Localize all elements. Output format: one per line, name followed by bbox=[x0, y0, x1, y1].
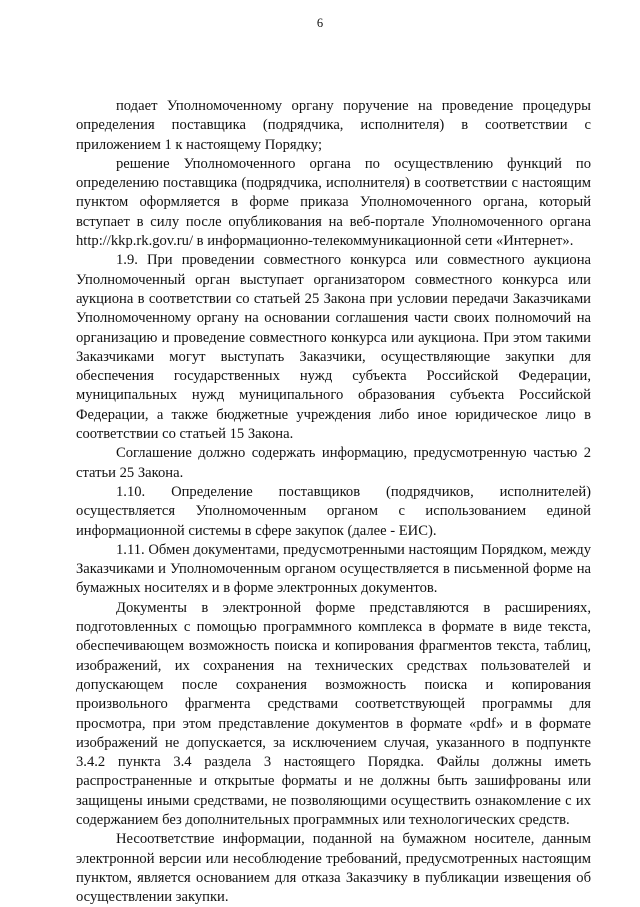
paragraph-decision: решение Уполномоченного органа по осуществлению функций по определению поставщика (подрядчика, исполнителя) в соответствии с настоящим пунктом оформляется в форме приказа Уполномоченного органа, который вступает в силу после опубликования на веб-портале Уполномоченного органа http://kkp.rk.gov.ru/ в информационно-телекоммуникационной сети «Интернет». bbox=[76, 155, 591, 250]
page-number: 6 bbox=[316, 16, 324, 30]
paragraph-nonconformity: Несоответствие информации, поданной на бумажном носителе, данным электронной версии или несоблюдение требований, предусмотренных настоящим пунктом, является основанием для отказа Заказчику в публикации извещения об осуществлении закупки. bbox=[76, 831, 591, 906]
paragraph-continuation: подает Уполномоченному органу поручение на проведение процедуры определения поставщика (подрядчика, исполнителя) в соответствии с приложением 1 к настоящему Порядку; bbox=[76, 98, 591, 153]
paragraph-1-11: 1.11. Обмен документами, предусмотренными настоящим Порядком, между Заказчиками и Уполномоченным органом осуществляется в письменной форме на бумажных носителях и в форме электронных документов. bbox=[76, 541, 591, 597]
document-body bbox=[76, 97, 591, 907]
paragraph-1-10: 1.10. Определение поставщиков (подрядчиков, исполнителей) осуществляется Уполномоченным органом с использованием единой информационной системы в сфере закупок (далее - ЕИС). bbox=[76, 483, 591, 539]
paragraph-electronic-documents: Документы в электронной форме представляются в расширениях, подготовленных с помощью программного комплекса в формате в виде текста, обеспечивающем возможность поиска и копирования фрагментов текста, таблиц, изображений, их сохранения на технических средствах пользователей и допускающем после сохранения возможность поиска и копирования произвольного фрагмента средствами соответствующей программы для просмотра, при этом представление документов в формате «pdf» и в формате изображений не допускается, за исключением случая, указанного в подпункте 3.4.2 пункта 3.4 раздела 3 настоящего Порядка. Файлы должны иметь распространенные и открытые форматы и не должны быть зашифрованы или защищены иными средствами, не позволяющими осуществить ознакомление с их содержанием без дополнительных программных или технологических средств. bbox=[76, 599, 591, 828]
paragraph-1-9: 1.9. При проведении совместного конкурса или совместного аукциона Уполномоченный орган выступает организатором совместного конкурса или аукциона в соответствии со статьей 25 Закона при условии передачи Заказчиками Уполномоченному органу на основании соглашения части своих полномочий на организацию и проведение совместного конкурса или аукциона. При этом такими Заказчиками могут выступать Заказчики, осуществляющие закупки для обеспечения государственных нужд субъекта Российской Федерации, муниципальных нужд муниципального образования субъекта Российской Федерации, а также бюджетные учреждения либо иное юридическое лицо в соответствии со статьей 15 Закона. bbox=[76, 252, 591, 443]
paragraph-agreement: Соглашение должно содержать информацию, предусмотренную частью 2 статьи 25 Закона. bbox=[76, 445, 591, 481]
